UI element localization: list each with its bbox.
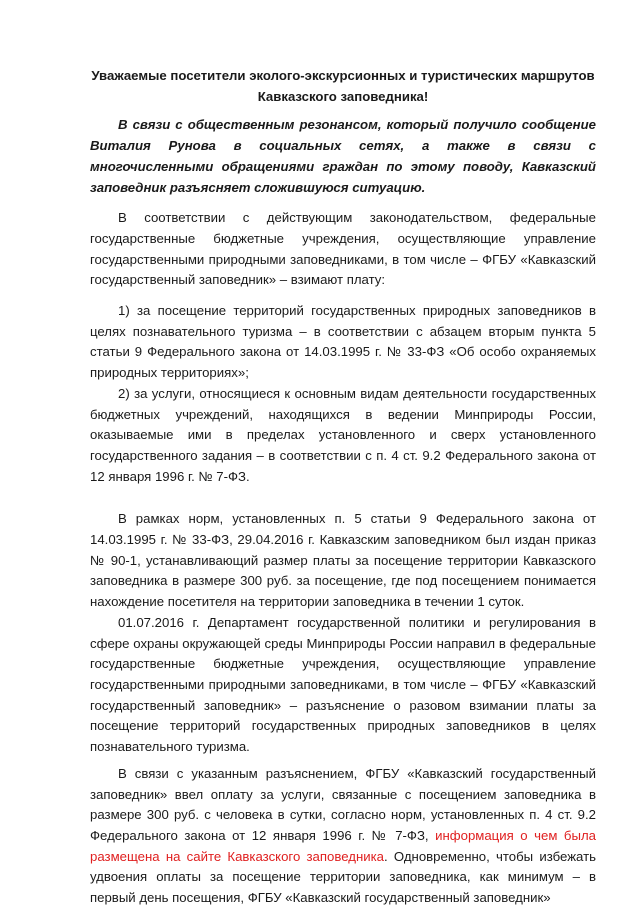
payment-text-before: В связи с указанным разъяснением, ФГБУ «Кавказский государственный заповедник» ввел оплату за услуги, связанные с посещением заповедника в размере 300 руб. с человека в сутки, согласно норм, установленных п. 4 ст. 9.2 Федерального закона от 12 января 1996 г. № 7-ФЗ, — [90, 765, 596, 843]
paragraph-legislation: В соответствии с действующим законодательством, федеральные государственные бюджетные учреждения, осуществляющие управление государственными природными заповедниками, в том числе – ФГБУ «Кавказский государственный заповедник» – взимают плату: — [90, 210, 596, 288]
paragraph-department: 01.07.2016 г. Департамент государственной политики и регулирования в сфере охраны окружающей среды Минприроды России направил в федеральные государственные бюджетные учреждения, осуществляющие управление государственными природными заповедниками, в том числе – ФГБУ «Кавказский государственный заповедник» – разъяснение о разовом взимании платы за посещение территорий государственных природных заповедников в целях познавательного туризма. — [90, 614, 596, 755]
payment-text-after: . Одновременно, чтобы избежать удвоения оплаты за посещение территории заповедника, как минимум – в первый день посещения, ФГБУ «Кавказский государственный заповедник» — [90, 848, 596, 906]
document-page — [90, 66, 596, 909]
list-item-1: 1) за посещение территорий государственных природных заповедников в целях познавательного туризма – в соответствии с абзацем вторым пункта 5 статьи 9 Федерального закона от 14.03.1995 г. № 33-ФЗ «Об особо охраняемых природных территориях»; — [90, 303, 596, 381]
document-title — [90, 66, 596, 107]
lead-paragraph: В связи с общественным резонансом, который получило сообщение Виталия Рунова в социальных сетях, а также в связи с многочисленными обращениями граждан по этому поводу, Кавказский заповедник разъясняет сложившуюся ситуацию. — [90, 117, 596, 195]
title-line-1: Уважаемые посетители эколого-экскурсионных и туристических маршрутов — [91, 68, 595, 83]
paragraph-order: В рамках норм, установленных п. 5 статьи 9 Федерального закона от 14.03.1995 г. № 33-ФЗ, 29.04.2016 г. Кавказским заповедником был издан приказ № 90-1, устанавливающий размер платы за посещение территории Кавказского заповедника в размере 300 руб. за посещение, где под посещением понимается нахождение посетителя на территории заповедника в течении 1 суток. — [90, 511, 596, 610]
list-item-2: 2) за услуги, относящиеся к основным видам деятельности государственных бюджетных учреждений, находящихся в ведении Минприроды России, оказываемые ими в пределах установленного и сверх установленного государственного задания – в соответствии с п. 4 ст. 9.2 Федерального закона от 12 января 1996 г. № 7-ФЗ. — [90, 385, 596, 484]
title-line-2: Кавказского заповедника! — [257, 88, 429, 104]
paragraph-payment — [90, 764, 596, 909]
site-info-link[interactable]: информация о чем была размещена на сайте Кавказского заповедника — [90, 827, 596, 864]
